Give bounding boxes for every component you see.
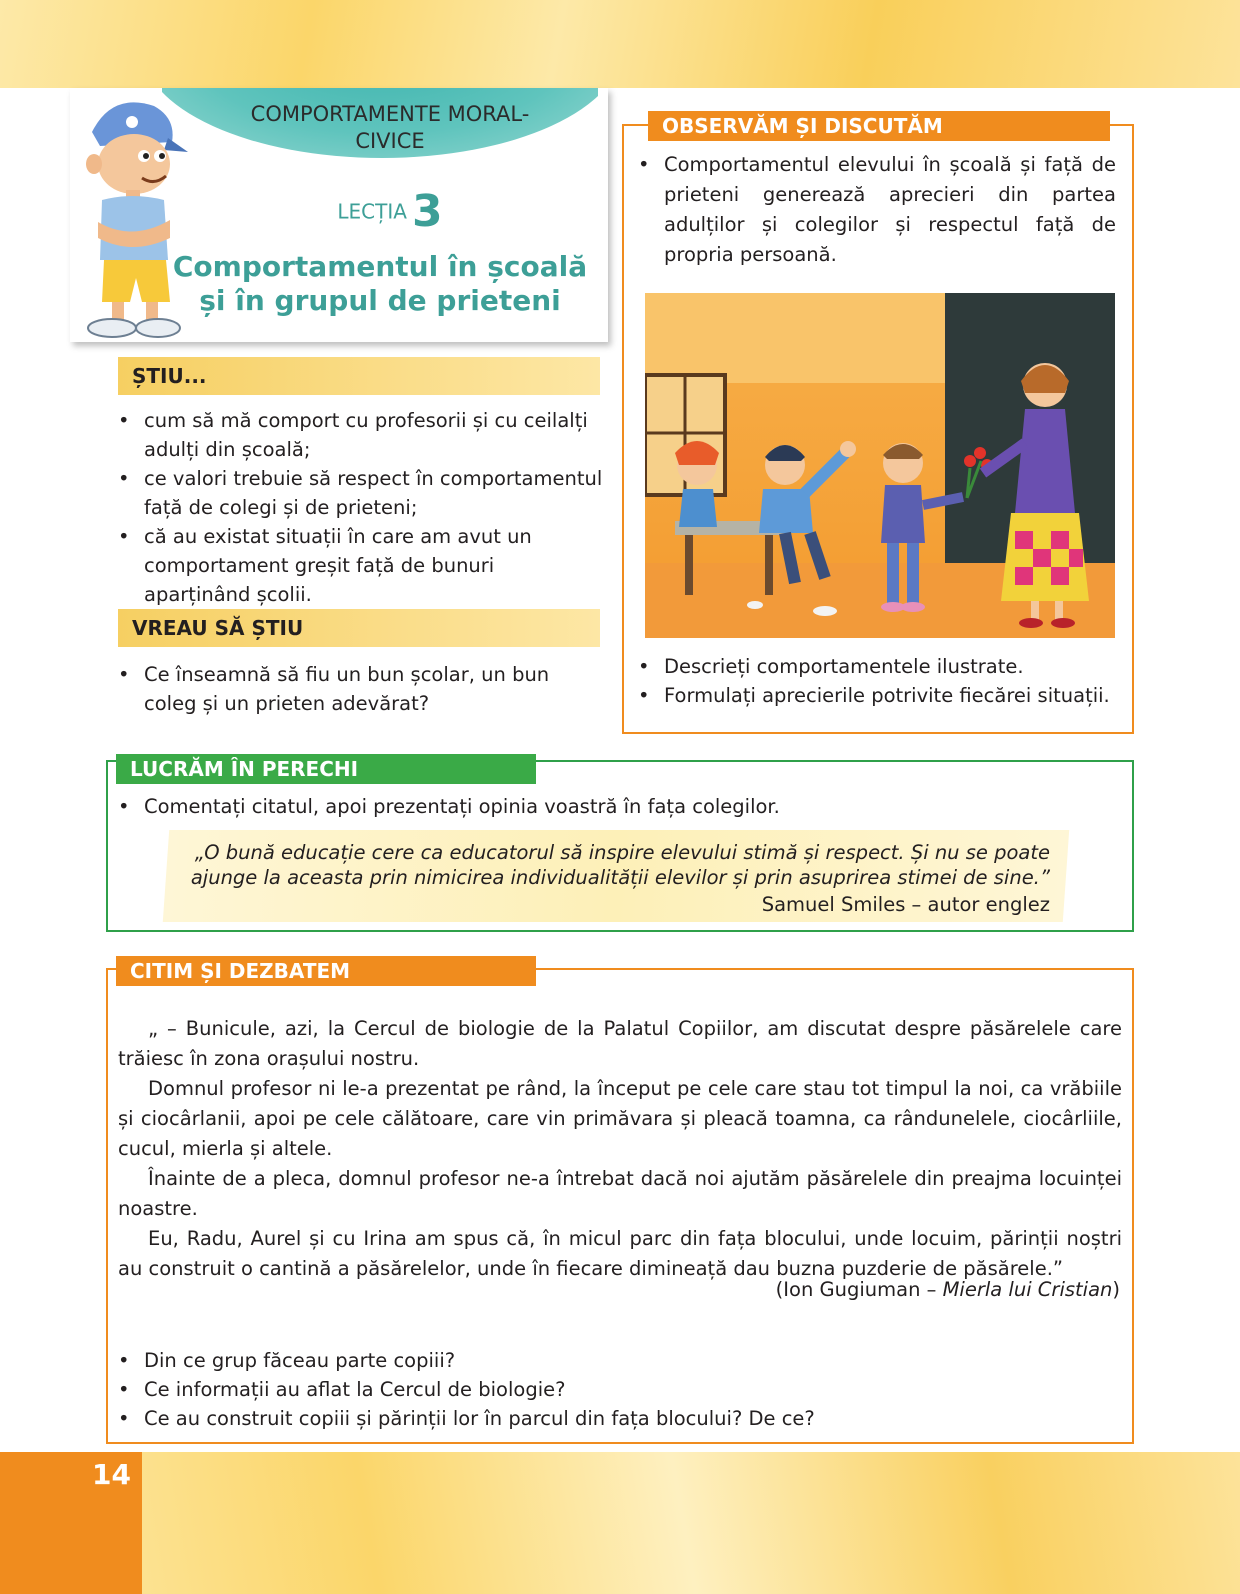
section-label: COMPORTAMENTE MORAL-CIVICE (250, 102, 530, 153)
list-item: • ce valori trebuie să respect în comportamentul față de colegi și de prieteni; (116, 464, 604, 522)
perechi-heading: LUCRĂM ÎN PERECHI (116, 754, 536, 784)
list-item: • cum să mă comport cu profesorii și cu ceilalți adulți din școală; (116, 406, 604, 464)
top-decorative-band (0, 0, 1240, 88)
observam-intro-list (636, 150, 1116, 270)
story-paragraph: Domnul profesor ni le-a prezentat pe rând, la început pe cele care stau tot timpul la noi, ca vrăbiile și ciocârlanii, apoi pe cele călătoare, care vin primăvara și pleacă toamna, ca rândunelele, ciocârliile, cucul, mierla și altele. (118, 1077, 1122, 1160)
lesson-title: Comportamentul în școală și în grupul de prieteni (172, 250, 588, 317)
page-number: 14 (92, 1458, 131, 1491)
observam-heading: OBSERVĂM ȘI DISCUTĂM (648, 111, 1110, 141)
story-paragraph: Eu, Radu, Aurel și cu Irina am spus că, în micul parc din fața blocului, unde locuim, părinții noștri au construit o cantină a păsărelelor, unde în fiecare dimineață dau buzna puzderie de păsărele.” (118, 1227, 1122, 1280)
quote-author: Samuel Smiles – autor englez (761, 893, 1050, 916)
story-text (118, 1014, 1122, 1284)
stiu-heading: ȘTIU... (118, 357, 600, 395)
story-source (600, 1278, 1120, 1301)
citim-questions (116, 1346, 1116, 1433)
source-close: ) (1112, 1278, 1120, 1301)
stiu-list (116, 406, 604, 609)
quote-text: „O bună educație cere ca educatorul să inspire elevului stimă și respect. Și nu se poate ajunge la aceasta prin nimicirea individualității elevilor și prin asuprirea stimei de sine.” (190, 841, 1050, 889)
observam-tasks (636, 652, 1126, 710)
citim-heading: CITIM ȘI DEZBATEM (116, 956, 536, 986)
source-title: Mierla lui Cristian (942, 1278, 1113, 1301)
perechi-task-list (116, 792, 1116, 821)
list-item: • că au existat situații în care am avut un comportament greșit față de bunuri aparținând școlii. (116, 522, 604, 609)
vreau-heading: VREAU SĂ ȘTIU (118, 609, 600, 647)
vreau-list (116, 660, 604, 718)
story-paragraph: „ – Bunicule, azi, la Cercul de biologie de la Palatul Copiilor, am discutat despre păsărelele care trăiesc în zona orașului nostru. (118, 1017, 1122, 1070)
list-item: • Descrieți comportamentele ilustrate. (636, 652, 1126, 681)
list-item: • Ce au construit copiii și părinții lor în parcul din fața blocului? De ce? (116, 1404, 1116, 1433)
lesson-number: 3 (412, 186, 443, 237)
list-item: • Comportamentul elevului în școală și față de prieteni generează aprecieri din partea adulților și colegilor și respectul față de propria persoană. (636, 150, 1116, 270)
list-item: • Comentați citatul, apoi prezentați opinia voastră în fața colegilor. (116, 792, 1116, 821)
classroom-illustration (645, 293, 1115, 638)
list-item: • Din ce grup făceau parte copiii? (116, 1346, 1116, 1375)
source-author: (Ion Gugiuman – (775, 1278, 943, 1301)
lesson-word: LECȚIA (337, 199, 407, 224)
lesson-number-line (250, 186, 530, 237)
list-item: • Ce informații au aflat la Cercul de biologie? (116, 1375, 1116, 1404)
list-item: • Formulați aprecierile potrivite fiecărei situații. (636, 681, 1126, 710)
bottom-decorative-band (0, 1452, 1240, 1594)
story-paragraph: Înainte de a pleca, domnul profesor ne-a întrebat dacă noi ajutăm păsărelele din preajma locuinței noastre. (118, 1167, 1122, 1220)
list-item: • Ce înseamnă să fiu un bun școlar, un bun coleg și un prieten adevărat? (116, 660, 604, 718)
